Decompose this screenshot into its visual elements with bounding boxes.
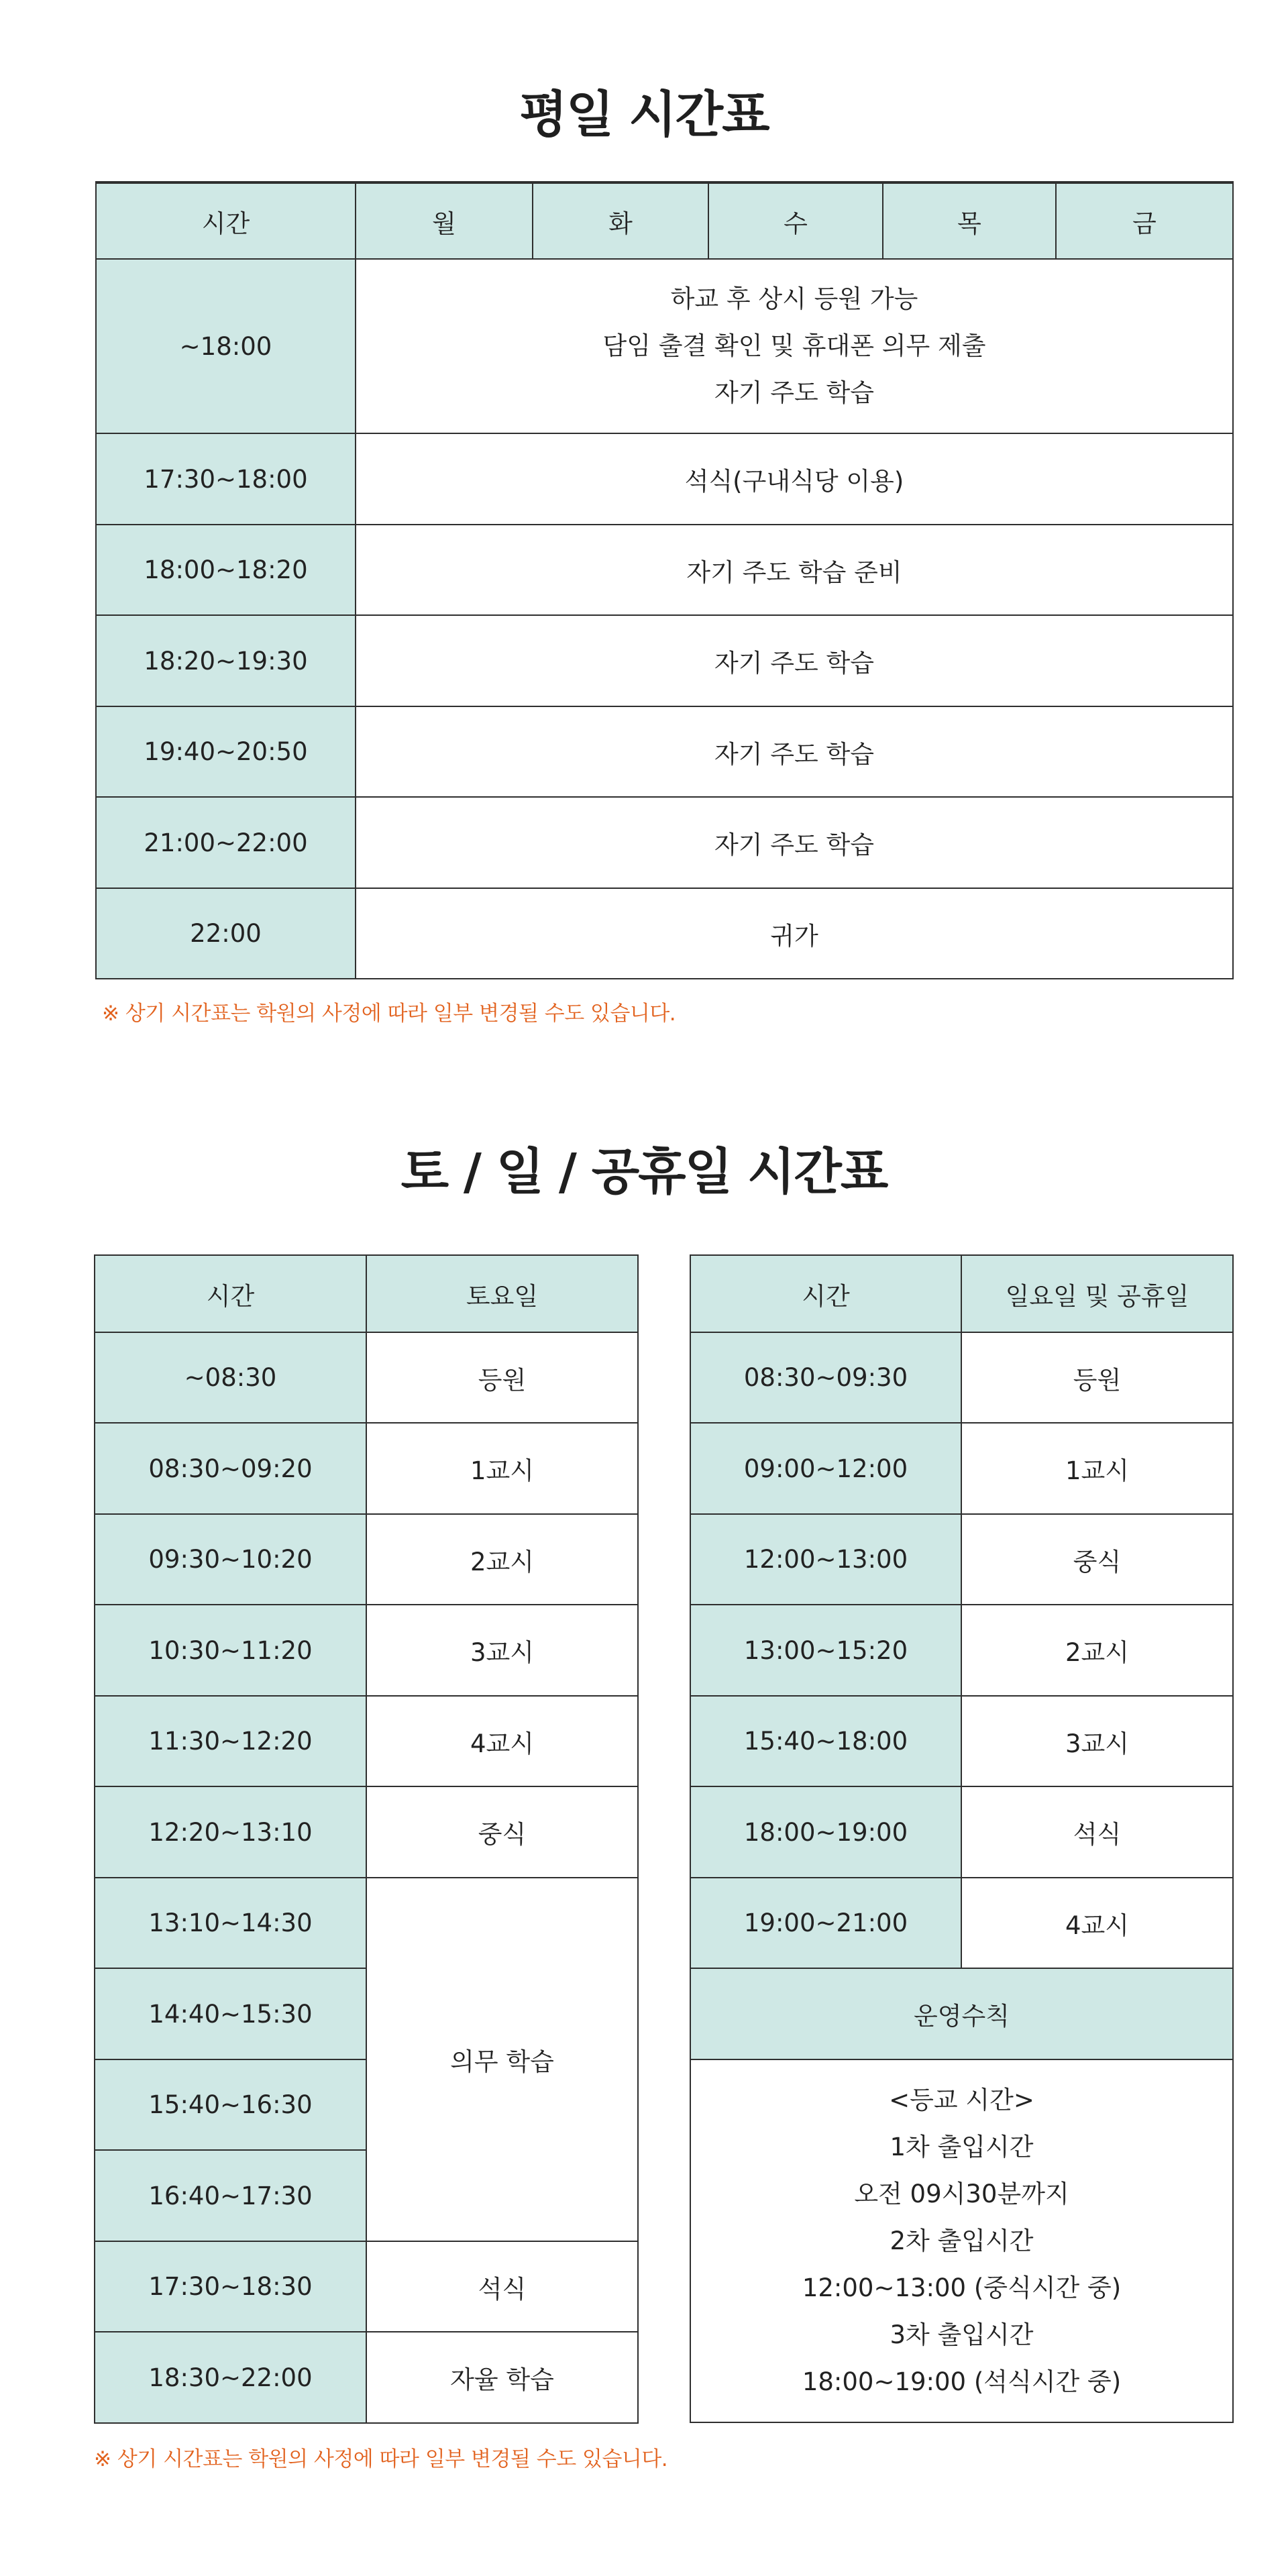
table-row [95,1514,638,1605]
activity-cell: 등원 [366,1332,638,1423]
time-cell: ~08:30 [95,1332,366,1423]
time-cell: 21:00~22:00 [96,797,356,888]
time-cell: 08:30~09:30 [690,1332,961,1423]
activity-cell: 석식 [961,1786,1233,1878]
rules-line: 1차 출입시간 [890,2132,1034,2161]
activity-cell: 중식 [366,1786,638,1878]
header-time: 시간 [95,1255,366,1332]
table-row [96,433,1233,525]
table-row [690,1514,1233,1605]
time-cell: 15:40~18:00 [690,1696,961,1786]
activity-cell [356,259,1233,433]
activity-cell: 자기 주도 학습 [356,615,1233,706]
table-row [96,797,1233,888]
activity-line: 자기 주도 학습 [714,378,874,407]
activity-cell: 자기 주도 학습 [356,797,1233,888]
time-cell: 13:00~15:20 [690,1605,961,1696]
activity-cell: 등원 [961,1332,1233,1423]
time-cell: 18:30~22:00 [95,2332,366,2423]
table-row [690,1696,1233,1786]
activity-cell: 1교시 [961,1423,1233,1514]
rules-line: 18:00~19:00 (석식시간 중) [802,2367,1122,2396]
header-mon: 월 [356,182,533,259]
time-cell: 19:00~21:00 [690,1878,961,1968]
table-row [690,1332,1233,1423]
header-tue: 화 [533,182,708,259]
activity-cell: 4교시 [366,1696,638,1786]
table-row [96,615,1233,706]
time-cell: 19:40~20:50 [96,706,356,797]
activity-cell: 자기 주도 학습 [356,706,1233,797]
activity-cell: 3교시 [366,1605,638,1696]
header-fri: 금 [1056,182,1233,259]
table-row [95,2241,638,2332]
activity-cell: 자율 학습 [366,2332,638,2423]
table-row [690,1423,1233,1514]
header-sunday-holiday: 일요일 및 공휴일 [961,1255,1233,1332]
rules-line: 3차 출입시간 [890,2320,1034,2349]
weekend-title: 토 / 일 / 공휴일 시간표 [400,1143,888,1201]
table-row [95,1786,638,1878]
activity-cell: 석식(구내식당 이용) [356,433,1233,525]
table-row [96,888,1233,979]
activity-cell: 1교시 [366,1423,638,1514]
time-cell: 13:10~14:30 [95,1878,366,1968]
header-saturday: 토요일 [366,1255,638,1332]
time-cell: 18:00~18:20 [96,525,356,615]
table-row [690,1786,1233,1878]
time-cell: 11:30~12:20 [95,1696,366,1786]
weekday-note: ※ 상기 시간표는 학원의 사정에 따라 일부 변경될 수도 있습니다. [102,1002,676,1026]
time-cell: 18:00~19:00 [690,1786,961,1878]
header-wed: 수 [708,182,883,259]
activity-cell: 2교시 [961,1605,1233,1696]
table-row [95,1605,638,1696]
time-cell: 12:20~13:10 [95,1786,366,1878]
rules-line: <등교 시간> [889,2085,1034,2114]
time-cell: 09:00~12:00 [690,1423,961,1514]
table-row [690,1878,1233,1968]
table-row [95,1423,638,1514]
header-time: 시간 [690,1255,961,1332]
time-cell: 12:00~13:00 [690,1514,961,1605]
table-row [96,706,1233,797]
rules-body [690,2059,1233,2422]
time-cell: 17:30~18:00 [96,433,356,525]
activity-cell: 3교시 [961,1696,1233,1786]
sunday-holiday-timetable [690,1254,1234,2423]
table-row [690,1605,1233,1696]
rules-line: 2차 출입시간 [890,2226,1034,2255]
time-cell: 09:30~10:20 [95,1514,366,1605]
activity-cell: 귀가 [356,888,1233,979]
table-row [95,2332,638,2423]
rules-line: 오전 09시30분까지 [854,2179,1069,2208]
weekday-timetable [95,181,1234,979]
activity-cell: 중식 [961,1514,1233,1605]
header-thu: 목 [883,182,1056,259]
time-cell: 22:00 [96,888,356,979]
time-cell: 10:30~11:20 [95,1605,366,1696]
activity-cell: 2교시 [366,1514,638,1605]
table-row [95,1696,638,1786]
weekday-title: 평일 시간표 [519,86,769,144]
activity-cell: 자기 주도 학습 준비 [356,525,1233,615]
time-cell: 16:40~17:30 [95,2150,366,2241]
time-cell: 15:40~16:30 [95,2059,366,2150]
activity-line: 담임 출결 확인 및 휴대폰 의무 제출 [602,331,986,360]
table-row [96,259,1233,433]
time-cell: 18:20~19:30 [96,615,356,706]
time-cell: 17:30~18:30 [95,2241,366,2332]
table-row [95,1332,638,1423]
time-cell: ~18:00 [96,259,356,433]
time-cell: 08:30~09:20 [95,1423,366,1514]
saturday-timetable [94,1254,639,2424]
header-time: 시간 [96,182,356,259]
table-row [95,1878,638,1968]
activity-cell: 석식 [366,2241,638,2332]
rules-header: 운영수칙 [690,1968,1233,2059]
activity-cell: 4교시 [961,1878,1233,1968]
weekend-note: ※ 상기 시간표는 학원의 사정에 따라 일부 변경될 수도 있습니다. [94,2447,668,2471]
activity-cell-merged: 의무 학습 [366,1878,638,2241]
table-row [96,525,1233,615]
rules-line: 12:00~13:00 (중식시간 중) [802,2273,1122,2302]
activity-line: 하교 후 상시 등원 가능 [670,284,918,313]
time-cell: 14:40~15:30 [95,1968,366,2059]
